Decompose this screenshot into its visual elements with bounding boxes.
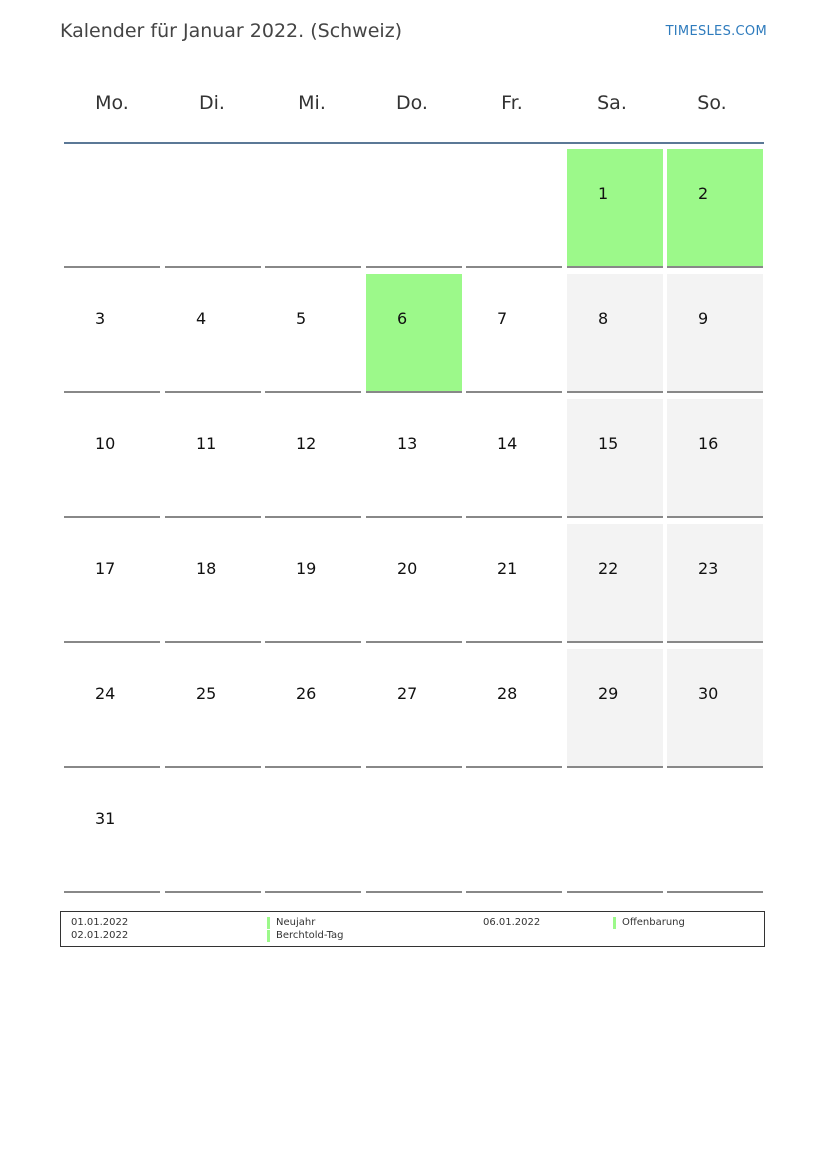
day-number: 2 bbox=[698, 184, 709, 203]
weekday-label: Sa. bbox=[597, 92, 627, 114]
legend-holiday-name: Berchtold-Tag bbox=[267, 930, 344, 942]
legend-date: 01.01.2022 bbox=[71, 917, 129, 928]
day-cell[interactable] bbox=[466, 274, 562, 393]
brand-link[interactable]: TIMESLES.COM bbox=[665, 24, 767, 39]
weekend-day-cell[interactable] bbox=[667, 649, 763, 768]
day-cell[interactable] bbox=[265, 274, 361, 393]
weekday-label: Mo. bbox=[95, 92, 129, 114]
day-cell[interactable] bbox=[64, 524, 160, 643]
day-number: 3 bbox=[95, 309, 106, 328]
weekend-day-cell[interactable] bbox=[667, 524, 763, 643]
legend-date: 02.01.2022 bbox=[71, 930, 129, 941]
day-cell[interactable] bbox=[265, 524, 361, 643]
day-number: 30 bbox=[698, 684, 719, 703]
weekend-day-cell[interactable] bbox=[567, 649, 663, 768]
legend-holiday-name: Neujahr bbox=[267, 917, 315, 929]
empty-day-cell bbox=[265, 149, 361, 268]
day-number: 22 bbox=[598, 559, 619, 578]
empty-day-cell bbox=[165, 149, 261, 268]
day-number: 28 bbox=[497, 684, 518, 703]
weekend-day-cell[interactable] bbox=[667, 274, 763, 393]
weekday-label: Fr. bbox=[501, 92, 523, 114]
day-number: 4 bbox=[196, 309, 207, 328]
day-number: 29 bbox=[598, 684, 619, 703]
day-cell[interactable] bbox=[165, 524, 261, 643]
day-number: 31 bbox=[95, 809, 116, 828]
empty-day-cell bbox=[466, 149, 562, 268]
holiday-legend bbox=[60, 911, 765, 947]
day-cell[interactable] bbox=[64, 774, 160, 893]
weekend-day-cell[interactable] bbox=[567, 524, 663, 643]
day-cell[interactable] bbox=[64, 649, 160, 768]
empty-day-cell bbox=[265, 774, 361, 893]
day-number: 1 bbox=[598, 184, 609, 203]
day-number: 13 bbox=[397, 434, 418, 453]
day-number: 25 bbox=[196, 684, 217, 703]
day-cell[interactable] bbox=[265, 399, 361, 518]
day-number: 11 bbox=[196, 434, 217, 453]
holiday-day-cell[interactable] bbox=[366, 274, 462, 393]
day-cell[interactable] bbox=[165, 274, 261, 393]
day-number: 18 bbox=[196, 559, 217, 578]
empty-day-cell bbox=[366, 149, 462, 268]
day-cell[interactable] bbox=[64, 399, 160, 518]
day-number: 10 bbox=[95, 434, 116, 453]
weekday-header-row bbox=[64, 80, 764, 144]
weekend-day-cell[interactable] bbox=[567, 399, 663, 518]
day-cell[interactable] bbox=[466, 649, 562, 768]
legend-date: 06.01.2022 bbox=[483, 917, 541, 928]
day-cell[interactable] bbox=[366, 649, 462, 768]
empty-day-cell bbox=[466, 774, 562, 893]
day-number: 12 bbox=[296, 434, 317, 453]
day-number: 26 bbox=[296, 684, 317, 703]
weekday-label: So. bbox=[697, 92, 727, 114]
holiday-day-cell[interactable] bbox=[567, 149, 663, 268]
weekday-label: Do. bbox=[396, 92, 428, 114]
day-cell[interactable] bbox=[366, 524, 462, 643]
weekday-label: Di. bbox=[199, 92, 225, 114]
day-cell[interactable] bbox=[466, 399, 562, 518]
day-number: 21 bbox=[497, 559, 518, 578]
day-number: 23 bbox=[698, 559, 719, 578]
day-cell[interactable] bbox=[165, 399, 261, 518]
day-number: 16 bbox=[698, 434, 719, 453]
page-title: Kalender für Januar 2022. (Schweiz) bbox=[60, 20, 403, 42]
weekend-day-cell[interactable] bbox=[667, 399, 763, 518]
day-cell[interactable] bbox=[265, 649, 361, 768]
day-cell[interactable] bbox=[64, 274, 160, 393]
empty-day-cell bbox=[667, 774, 763, 893]
day-number: 5 bbox=[296, 309, 307, 328]
empty-day-cell bbox=[64, 149, 160, 268]
day-cell[interactable] bbox=[466, 524, 562, 643]
empty-day-cell bbox=[366, 774, 462, 893]
day-number: 19 bbox=[296, 559, 317, 578]
day-number: 14 bbox=[497, 434, 518, 453]
day-number: 24 bbox=[95, 684, 116, 703]
legend-holiday-name: Offenbarung bbox=[613, 917, 685, 929]
day-cell[interactable] bbox=[366, 399, 462, 518]
empty-day-cell bbox=[567, 774, 663, 893]
day-number: 17 bbox=[95, 559, 116, 578]
day-number: 9 bbox=[698, 309, 709, 328]
day-number: 20 bbox=[397, 559, 418, 578]
empty-day-cell bbox=[165, 774, 261, 893]
holiday-day-cell[interactable] bbox=[667, 149, 763, 268]
day-cell[interactable] bbox=[165, 649, 261, 768]
day-number: 7 bbox=[497, 309, 508, 328]
day-number: 15 bbox=[598, 434, 619, 453]
weekday-label: Mi. bbox=[298, 92, 326, 114]
day-number: 27 bbox=[397, 684, 418, 703]
weekend-day-cell[interactable] bbox=[567, 274, 663, 393]
day-number: 6 bbox=[397, 309, 408, 328]
day-number: 8 bbox=[598, 309, 609, 328]
